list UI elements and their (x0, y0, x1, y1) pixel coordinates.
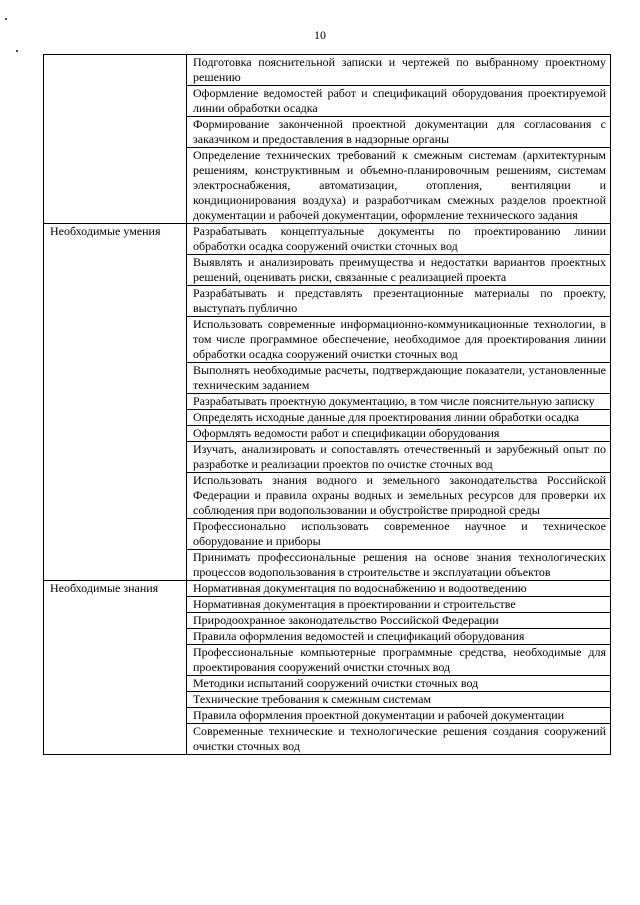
table-row (44, 581, 611, 597)
row-text: Оформлять ведомости работ и спецификации оборудования (187, 426, 611, 442)
row-text: Подготовка пояснительной записки и чертежей по выбранному проектному решению (187, 55, 611, 86)
table-row (44, 224, 611, 255)
row-text: Профессионально использовать современное научное и техническое оборудование и приборы (187, 519, 611, 550)
row-text: Оформление ведомостей работ и спецификаций оборудования проектируемой линии обработки осадка (187, 86, 611, 117)
row-text: Нормативная документация по водоснабжению и водоотведению (187, 581, 611, 597)
row-text: Определение технических требований к смежным системам (архитектурным решениям, конструктивным и объемно-планировочным решениям, системам электроснабжения, автоматизации, отопления, вентиляции и кондиционирования воздуха) и разработчикам смежных разделов проектной документации и рабочей документации, оформление технического задания (187, 148, 611, 224)
competency-table (43, 54, 611, 755)
row-text: Правила оформления ведомостей и спецификаций оборудования (187, 629, 611, 645)
table-row (44, 55, 611, 86)
row-text: Использовать современные информационно-коммуникационные технологии, в том числе программное обеспечение, необходимое для проектирования линии обработки осадка сооружений очистки сточных вод (187, 317, 611, 363)
row-text: Технические требования к смежным системам (187, 692, 611, 708)
row-text: Формирование законченной проектной документации для согласования с заказчиком и предоставления в надзорные органы (187, 117, 611, 148)
row-text: Разрабатывать и представлять презентационные материалы по проекту, выступать публично (187, 286, 611, 317)
section-label-skills: Необходимые умения (44, 224, 187, 581)
row-text: Профессиональные компьютерные программные средства, необходимые для проектирования сооружений очистки сточных вод (187, 645, 611, 676)
row-text: Методики испытаний сооружений очистки сточных вод (187, 676, 611, 692)
scan-speck (16, 50, 18, 52)
page-number: 10 (314, 28, 326, 42)
scan-speck (5, 18, 7, 20)
row-text: Нормативная документация в проектировании и строительстве (187, 597, 611, 613)
row-text: Правила оформления проектной документации и рабочей документации (187, 708, 611, 724)
row-text: Современные технические и технологические решения создания сооружений очистки сточных вод (187, 724, 611, 755)
row-text: Изучать, анализировать и сопоставлять отечественный и зарубежный опыт по разработке и реализации проектов по очистке сточных вод (187, 442, 611, 473)
row-text: Выявлять и анализировать преимущества и недостатки вариантов проектных решений, оценивать риски, связанные с реализацией проекта (187, 255, 611, 286)
row-text: Выполнять необходимые расчеты, подтверждающие показатели, установленные техническим заданием (187, 363, 611, 394)
row-text: Принимать профессиональные решения на основе знания технологических процессов водопользования в строительстве и эксплуатации объектов (187, 550, 611, 581)
row-text: Разрабатывать концептуальные документы по проектированию линии обработки осадка сооружений очистки сточных вод (187, 224, 611, 255)
section-label-knowledge: Необходимые знания (44, 581, 187, 755)
row-label (44, 55, 187, 224)
row-text: Использовать знания водного и земельного законодательства Российской Федерации и правила охраны водных и земельных ресурсов для проверки их соблюдения при водопользовании и обустройстве природной среды (187, 473, 611, 519)
row-text: Разрабатывать проектную документацию, в том числе пояснительную записку (187, 394, 611, 410)
row-text: Определять исходные данные для проектирования линии обработки осадка (187, 410, 611, 426)
row-text: Природоохранное законодательство Российской Федерации (187, 613, 611, 629)
